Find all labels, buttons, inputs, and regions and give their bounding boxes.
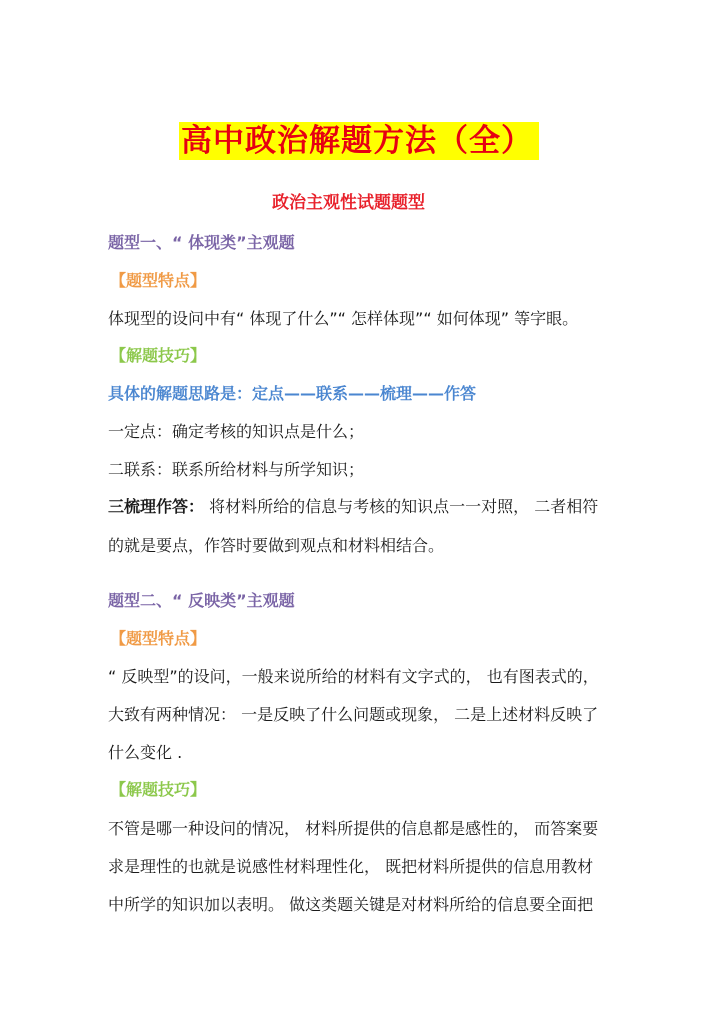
section1-step3-cont: 的就是要点，作答时要做到观点和材料相结合。: [108, 536, 445, 555]
section2-tips-tag: 【解题技巧】: [110, 780, 207, 799]
section2-features-line3: 什么变化 .: [108, 743, 183, 762]
section2-tips-line1: 不管是哪一种设问的情况， 材料所提供的信息都是感性的， 而答案要: [108, 819, 599, 838]
section2-tips-line3: 中所学的知识加以表明。 做这类题关键是对材料所给的信息要全面把: [108, 895, 594, 914]
section1-step1: 一定点：确定考核的知识点是什么；: [108, 422, 365, 441]
section2-tips-line2: 求是理性的也就是说感性材料理性化， 既把材料所提供的信息用教材: [108, 857, 594, 876]
section1-features-tag: 【题型特点】: [110, 271, 207, 290]
document-title: 高中政治解题方法（全）: [179, 122, 539, 160]
section1-approach: 具体的解题思路是：定点——联系——梳理——作答: [108, 384, 477, 403]
section1-features-text: 体现型的设问中有“ 体现了什么”“ 怎样体现”“ 如何体现” 等字眼。: [108, 309, 579, 328]
section1-tips-tag: 【解题技巧】: [110, 346, 207, 365]
section2-features-tag: 【题型特点】: [110, 629, 207, 648]
section1-step3-label: 三梳理作答：: [108, 497, 205, 516]
section1-step3-text: 将材料所给的信息与考核的知识点一一对照， 二者相符: [204, 497, 599, 516]
section1-step3: [108, 496, 598, 518]
section2-features-line1: “ 反映型”的设问，一般来说所给的材料有文字式的， 也有图表式的，: [108, 667, 599, 686]
section1-heading: 题型一、“ 体现类”主观题: [108, 233, 295, 252]
section2-heading: 题型二、“ 反映类”主观题: [108, 591, 295, 610]
section2-features-line2: 大致有两种情况： 一是反映了什么问题或现象， 二是上述材料反映了: [108, 705, 599, 724]
document-subtitle: 政治主观性试题题型: [272, 193, 425, 213]
section1-step2: 二联系：联系所给材料与所学知识；: [108, 460, 365, 479]
